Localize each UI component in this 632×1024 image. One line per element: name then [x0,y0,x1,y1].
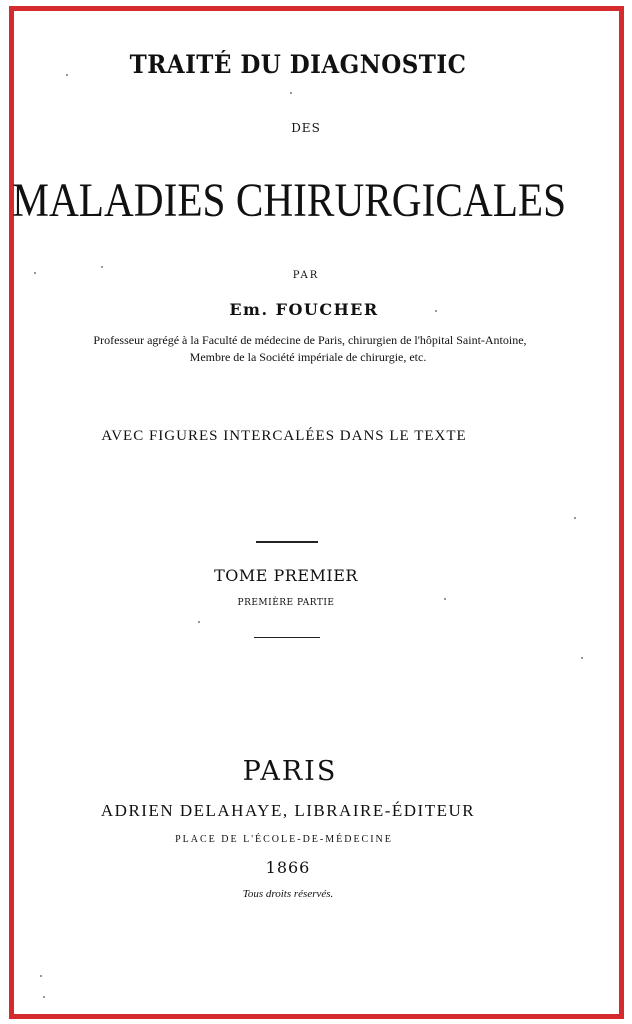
part-label: PREMIÈRE PARTIE [237,598,335,608]
by-label: PAR [292,270,320,281]
paper-speck [444,598,446,600]
volume-label: TOME PREMIER [214,566,358,585]
publication-year: 1866 [265,858,311,877]
paper-speck [198,621,200,623]
paper-speck [574,517,576,519]
title-line-2: DES [291,121,321,135]
author-affiliation-line-1: Professeur agrégé à la Faculté de médecine de Paris, chirurgien de l'hôpital Saint-Antoine, [93,333,527,347]
paper-speck [581,657,583,659]
author-name: Em. FOUCHER [229,300,379,319]
figures-note: AVEC FIGURES INTERCALÉES DANS LE TEXTE [101,428,467,444]
paper-speck [435,310,437,312]
divider-bottom [254,637,320,638]
paper-speck [290,92,292,94]
paper-speck [40,975,42,977]
title-line-1: TRAITÉ DU DIAGNOSTIC [129,50,467,79]
paper-speck [43,996,45,998]
publisher-name: ADRIEN DELAHAYE, LIBRAIRE-ÉDITEUR [100,801,476,820]
title-line-3: MALADIES CHIRURGICALES [12,174,567,227]
paper-speck [34,272,36,274]
publication-city: PARIS [242,756,338,787]
paper-speck [101,266,103,268]
paper-speck [66,74,68,76]
author-affiliation-line-2: Membre de la Société impériale de chirurgie, etc. [189,350,427,364]
rights-notice: Tous droits réservés. [242,888,334,900]
publisher-address: PLACE DE L'ÉCOLE-DE-MÉDECINE [175,834,393,845]
divider-top [256,541,318,543]
